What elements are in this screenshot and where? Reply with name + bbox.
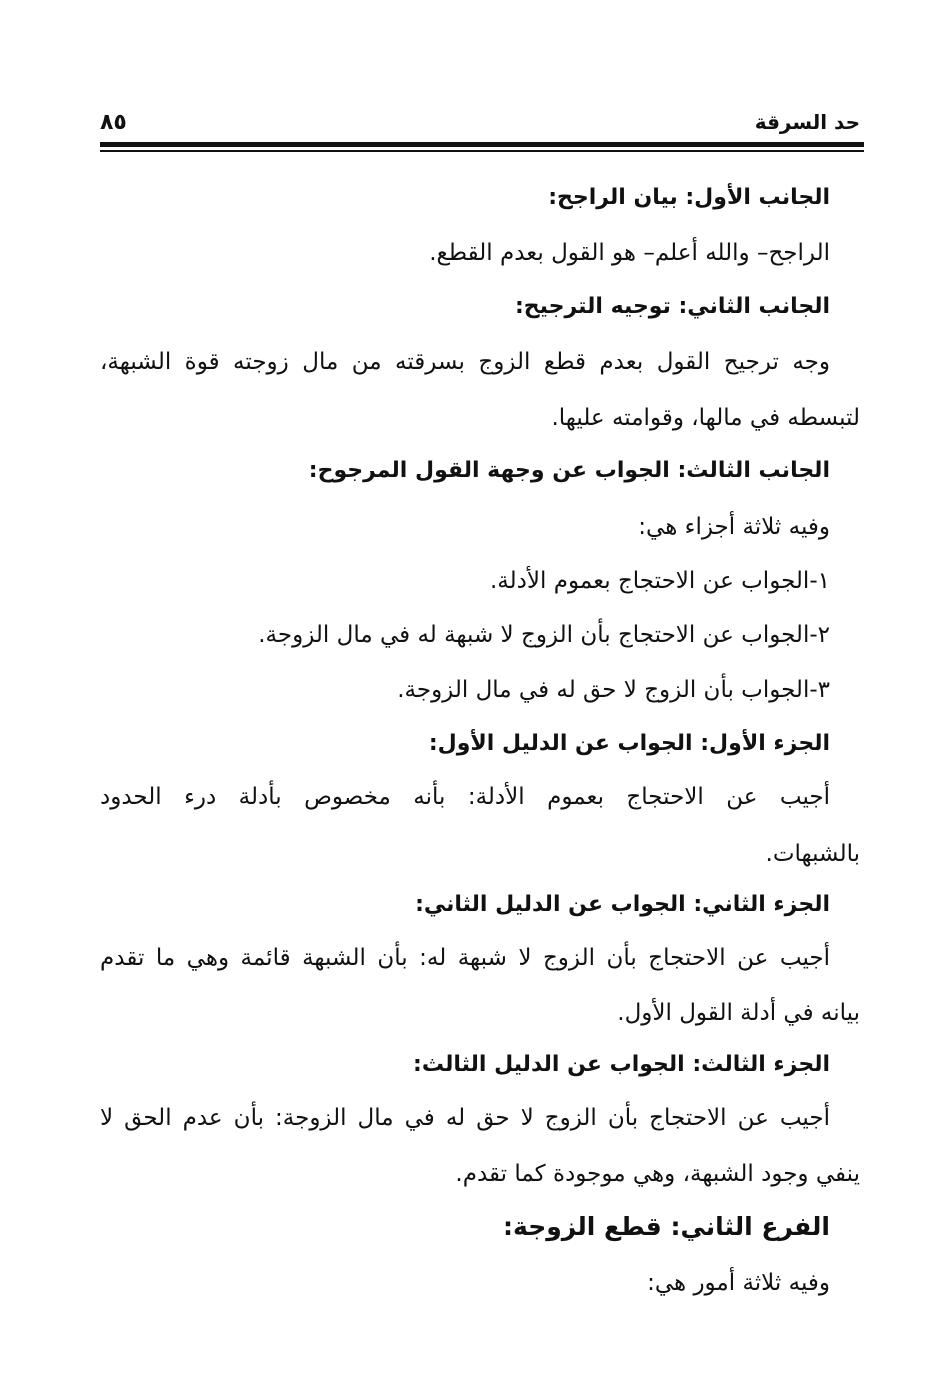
body-line: الراجح– والله أعلم– هو القول بعدم القطع. (429, 240, 830, 266)
body-line: أجيب عن الاحتجاج بعموم الأدلة: بأنه مخصوص بأدلة درء الحدود (100, 784, 830, 810)
list-item: ٢-الجواب عن الاحتجاج بأن الزوج لا شبهة له في مال الزوجة. (258, 622, 830, 648)
body-line: بالشبهات. (765, 841, 860, 867)
section-heading-third-aspect: الجانب الثالث: الجواب عن وجهة القول المرجوح: (308, 458, 830, 483)
header-rule-thick (100, 142, 864, 147)
section-heading-second-aspect: الجانب الثاني: توجيه الترجيح: (515, 294, 830, 319)
header-rule-thin (100, 150, 864, 152)
body-line: أجيب عن الاحتجاج بأن الزوج لا حق له في مال الزوجة: بأن عدم الحق لا (100, 1105, 830, 1131)
page-number: ٨٥ (100, 110, 127, 135)
list-item: ٣-الجواب بأن الزوج لا حق له في مال الزوجة. (397, 677, 830, 703)
body-line: ينفي وجود الشبهة، وهي موجودة كما تقدم. (455, 1161, 860, 1187)
body-line: أجيب عن الاحتجاج بأن الزوج لا شبهة له: بأن الشبهة قائمة وهي ما تقدم (100, 945, 830, 971)
section-heading-first-aspect: الجانب الأول: بيان الراجح: (548, 185, 830, 210)
body-line: لتبسطه في مالها، وقوامته عليها. (551, 405, 860, 431)
subsection-heading-part-three: الجزء الثالث: الجواب عن الدليل الثالث: (413, 1052, 830, 1077)
body-line: وجه ترجيح القول بعدم قطع الزوج بسرقته من مال زوجته قوة الشبهة، (100, 349, 830, 375)
running-title: حد السرقة (754, 110, 860, 134)
subsection-heading-part-two: الجزء الثاني: الجواب عن الدليل الثاني: (415, 892, 830, 917)
body-line: وفيه ثلاثة أمور هي: (647, 1270, 830, 1296)
branch-heading-second: الفرع الثاني: قطع الزوجة: (503, 1212, 830, 1241)
body-line: بيانه في أدلة القول الأول. (617, 1000, 860, 1026)
subsection-heading-part-one: الجزء الأول: الجواب عن الدليل الأول: (428, 731, 830, 756)
body-line: وفيه ثلاثة أجزاء هي: (638, 514, 830, 540)
list-item: ١-الجواب عن الاحتجاج بعموم الأدلة. (490, 568, 830, 594)
page-header (100, 110, 860, 140)
